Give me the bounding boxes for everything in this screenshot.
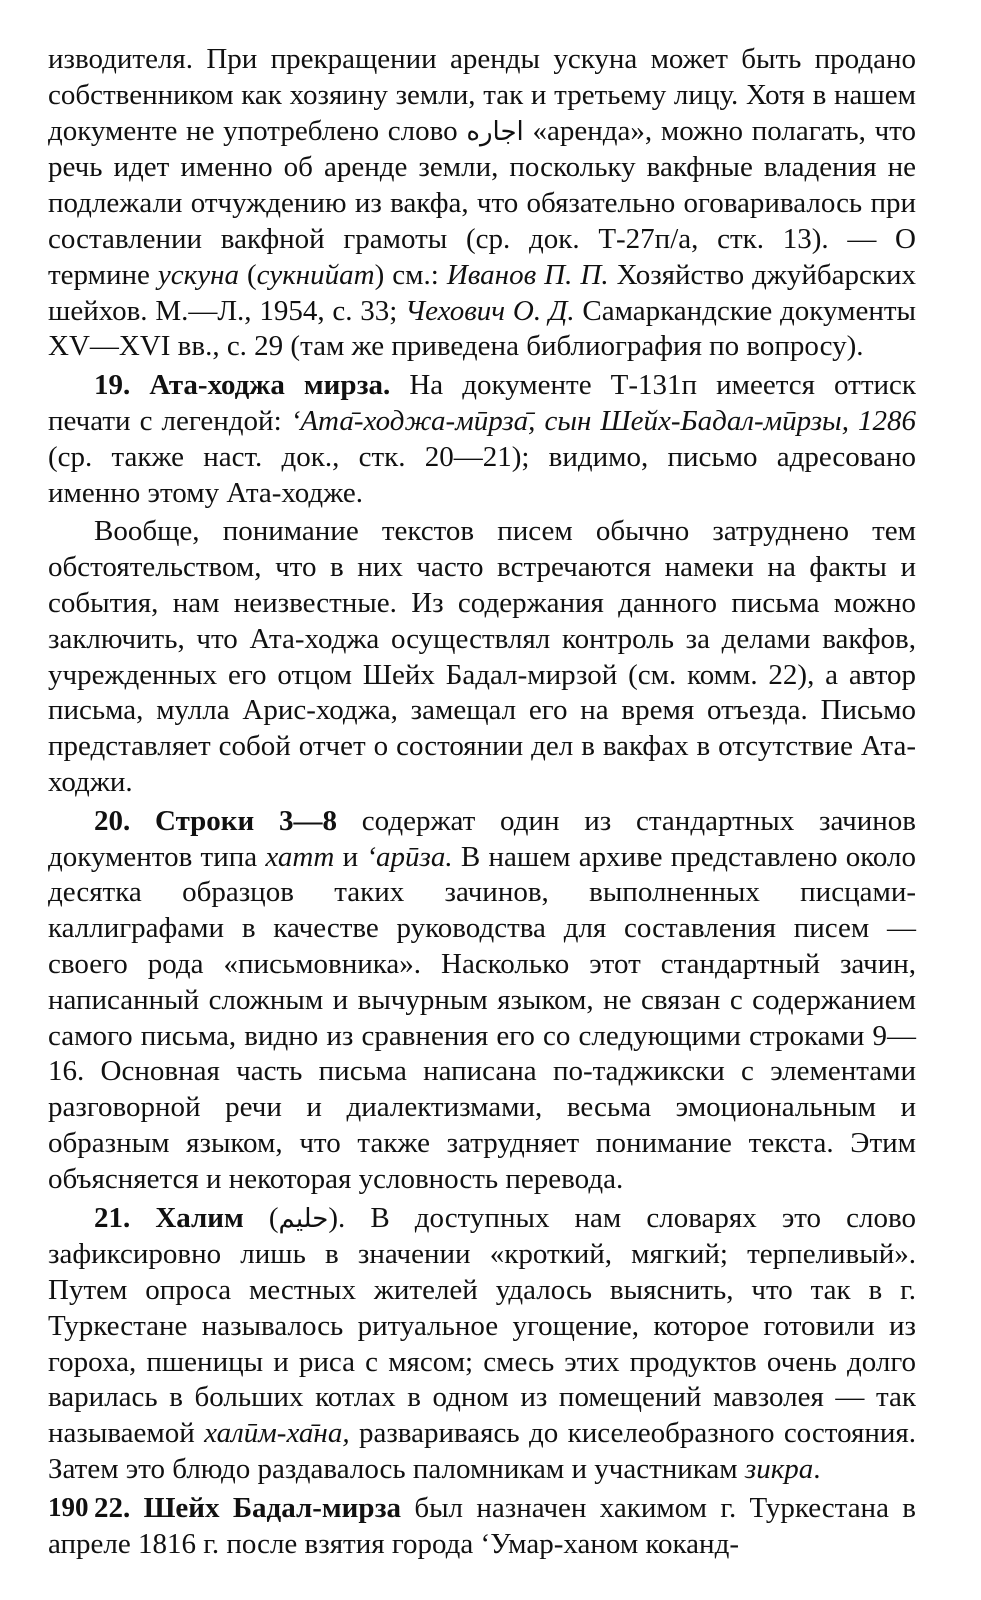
text-fragment: (ср. также наст. док., стк. 20—21); видимо, письмо адресовано именно этому Ата-ходже. xyxy=(48,440,916,509)
text-fragment: содержат один из стандартных зачинов документов типа xyxy=(48,804,916,873)
text-fragment: В доступных нам словарях это слово зафиксировно лишь в значении «кроткий, мягкий; терпеливый». Путем опроса местных жителей удалось выяснить, что так в г. Туркестане называлось ритуальное угощение, которое готовили из гороха, пшеницы и риса с мясом; смесь этих продуктов очень долго варилась в больших котлах в одном из помещений мавзолея — так называемой xyxy=(48,1201,916,1450)
paragraph-note-20 xyxy=(48,804,916,1198)
text-fragment: был назначен хакимом г. Туркестана в апреле 1816 г. после взятия города ʻУмар-ханом коканд- xyxy=(48,1491,916,1560)
paragraph-note-21 xyxy=(48,1201,916,1488)
note-heading: 22. Шейх Бадал-мирза xyxy=(94,1491,401,1524)
paragraph-note-22 xyxy=(48,1491,916,1563)
paragraph-intro xyxy=(48,42,916,365)
paragraph-note-19-continued xyxy=(48,514,916,800)
text-fragment: Самаркандские документы XV—XVI вв., с. 29 (там же приведена библиография по вопросу). xyxy=(48,294,916,363)
text-fragment: ) см.: xyxy=(374,258,447,291)
term-italic: ʻарӣза. xyxy=(366,840,453,873)
note-heading: 19. Ата-ходжа мирза. xyxy=(94,369,391,402)
term-italic: халӣм-ха̄на, xyxy=(204,1417,350,1450)
term-italic: зикра xyxy=(744,1453,814,1486)
text-fragment: «аренда», можно полагать, что речь идет именно об аренде земли, поскольку вакфные владения не подлежали отчуждению из вакфа, что обязательно оговаривалось при составлении вакфной грамоты (ср. док. Т-27п/а, стк. 13). — О термине xyxy=(48,114,916,291)
paragraph-note-19 xyxy=(48,368,916,511)
page-number: 190 xyxy=(48,1492,89,1522)
arabic-word: اجاره xyxy=(466,116,524,147)
term-italic: сукнийат xyxy=(256,258,375,291)
text-fragment: В нашем архиве представлено около десятка образцов таких зачинов, выполненных писцами-каллиграфами в качестве руководства для составления писем — своего рода «письмовника». Насколько этот стандартный зачин, написанный сложным и вычурным языком, не связан с содержанием самого письма, видно из сравнения его со следующими строками 9—16. Основная часть письма написана по-таджикски с элементами разговорной речи и диалектизмами, весьма эмоциональным и образным языком, что также затрудняет понимание текста. Этим объясняется и некоторая условность перевода. xyxy=(48,840,916,1195)
term-italic: хатт xyxy=(265,840,335,873)
document-page xyxy=(48,42,916,1562)
note-heading: 20. Строки 3—8 xyxy=(94,804,338,837)
arabic-word: حليم xyxy=(278,1203,329,1234)
seal-legend: ʻАта̄-ходжа-мӣрза̄, сын Шейх-Бадал-мӣрзы, 1286 xyxy=(290,404,916,437)
text-fragment: развариваясь до киселеобразного состояния. Затем это блюдо раздавалось паломникам и участникам xyxy=(48,1417,916,1486)
text-fragment: ( xyxy=(243,1201,279,1234)
text-fragment: ). xyxy=(328,1201,346,1234)
text-fragment: и xyxy=(334,840,367,873)
text-fragment: Вообще, понимание текстов писем обычно затруднено тем обстоятельством, что в них часто встречаются намеки на факты и события, нам неизвестные. Из содержания данного письма можно заключить, что Ата-ходжа осуществлял контроль за делами вакфов, учрежденных его отцом Шейх Бадал-мирзой (см. комм. 22), а автор письма, мулла Арис-ходжа, замещал его на время отъезда. Письмо представляет собой отчет о состоянии дел в вакфах в отсутствие Ата-ходжи. xyxy=(48,515,916,798)
term-italic: ускуна xyxy=(157,258,239,291)
author-italic: Чехович О. Д. xyxy=(405,294,575,327)
text-fragment: изводителя. При прекращении аренды ускуна может быть продано собственником как хозяину земли, так и третьему лицу. Хотя в нашем документе не употреблено слово xyxy=(48,43,916,147)
text-fragment: Хозяйство джуйбарских шейхов. М.—Л., 1954, с. 33; xyxy=(48,258,917,327)
text-fragment: . xyxy=(813,1453,821,1486)
text-fragment: На документе Т-131п имеется оттиск печати с легендой: xyxy=(48,369,916,437)
author-italic: Иванов П. П. xyxy=(446,258,609,291)
note-heading: 21. Халим xyxy=(94,1201,244,1234)
text-fragment: ( xyxy=(238,258,257,291)
